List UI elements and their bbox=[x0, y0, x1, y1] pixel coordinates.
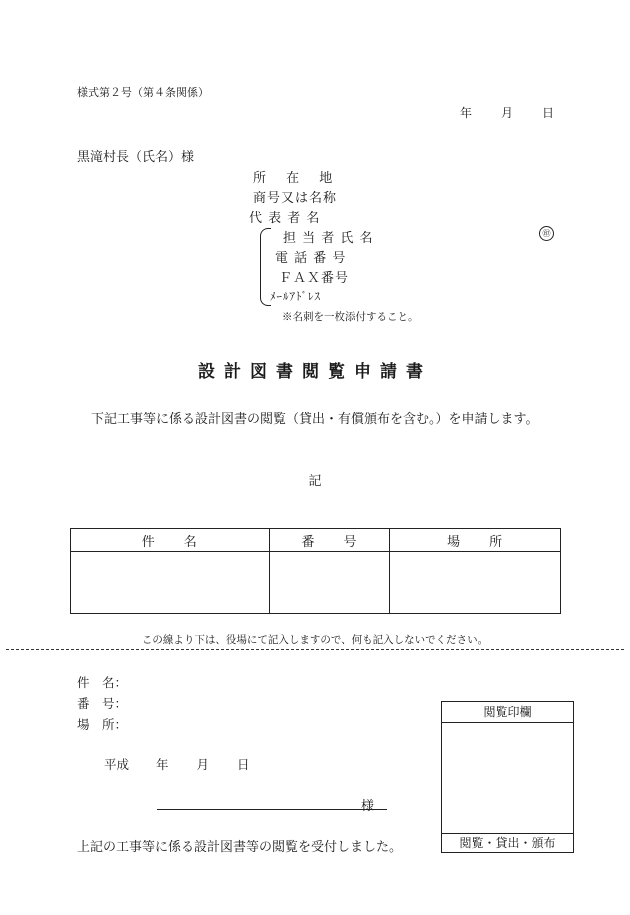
label-contact-person: 担 当 者 氏 名 bbox=[283, 231, 374, 246]
cut-line bbox=[6, 649, 624, 650]
date-line bbox=[460, 104, 554, 121]
label-company: 商号又は名称 bbox=[253, 191, 338, 206]
office-use-note: この線より下は、役場にて記入しますので、何も記入しないでください。 bbox=[141, 634, 489, 646]
items-table bbox=[70, 528, 561, 614]
office-year: 年 bbox=[156, 757, 169, 772]
table-header-row bbox=[71, 529, 561, 552]
form-number: 様式第２号（第４条関係） bbox=[77, 86, 209, 99]
field-place-label: 場 所： bbox=[77, 717, 128, 732]
field-number-label: 番 号： bbox=[77, 696, 128, 711]
label-representative: 代 表 者 名 bbox=[249, 211, 321, 226]
table-row bbox=[71, 552, 561, 614]
document-title: 設計図書閲覧申請書 bbox=[198, 362, 432, 382]
office-date-line bbox=[104, 755, 250, 773]
recipient-line bbox=[157, 809, 387, 810]
label-phone: 電 話 番 号 bbox=[275, 251, 347, 266]
cell-number[interactable] bbox=[269, 552, 390, 614]
ki-heading: 記 bbox=[308, 474, 322, 489]
seal-mark: ㊞ bbox=[539, 226, 554, 241]
label-location: 所 在 地 bbox=[253, 171, 334, 186]
label-email: ﾒｰﾙｱﾄﾞﾚｽ bbox=[270, 290, 321, 303]
header-place: 場 所 bbox=[390, 529, 561, 552]
header-name: 件 名 bbox=[71, 529, 270, 552]
label-fax: ＦＡＸ番号 bbox=[279, 271, 350, 286]
request-statement: 下記工事等に係る設計図書の閲覧（貸出・有償頒布を含む。）を申請します。 bbox=[91, 412, 539, 427]
stamp-box-header: 閲覧印欄 bbox=[442, 702, 573, 723]
date-year: 年 bbox=[460, 106, 473, 120]
business-card-note: ※名刺を一枚添付すること。 bbox=[282, 311, 419, 323]
header-number: 番 号 bbox=[269, 529, 390, 552]
stamp-box-footer: 閲覧・貸出・頒布 bbox=[442, 833, 573, 852]
era-label: 平成 bbox=[104, 757, 130, 772]
addressee: 黒滝村長（氏名）様 bbox=[77, 150, 195, 165]
sama-label: 様 bbox=[361, 799, 375, 814]
office-day: 日 bbox=[237, 757, 250, 772]
cell-name[interactable] bbox=[71, 552, 270, 614]
date-month: 月 bbox=[501, 106, 514, 120]
stamp-box bbox=[441, 701, 574, 853]
office-month: 月 bbox=[196, 757, 210, 772]
field-name-label: 件 名： bbox=[77, 675, 128, 690]
date-day: 日 bbox=[542, 106, 555, 120]
cell-place[interactable] bbox=[390, 552, 561, 614]
receipt-statement: 上記の工事等に係る設計図書等の閲覧を受付しました。 bbox=[77, 840, 403, 855]
